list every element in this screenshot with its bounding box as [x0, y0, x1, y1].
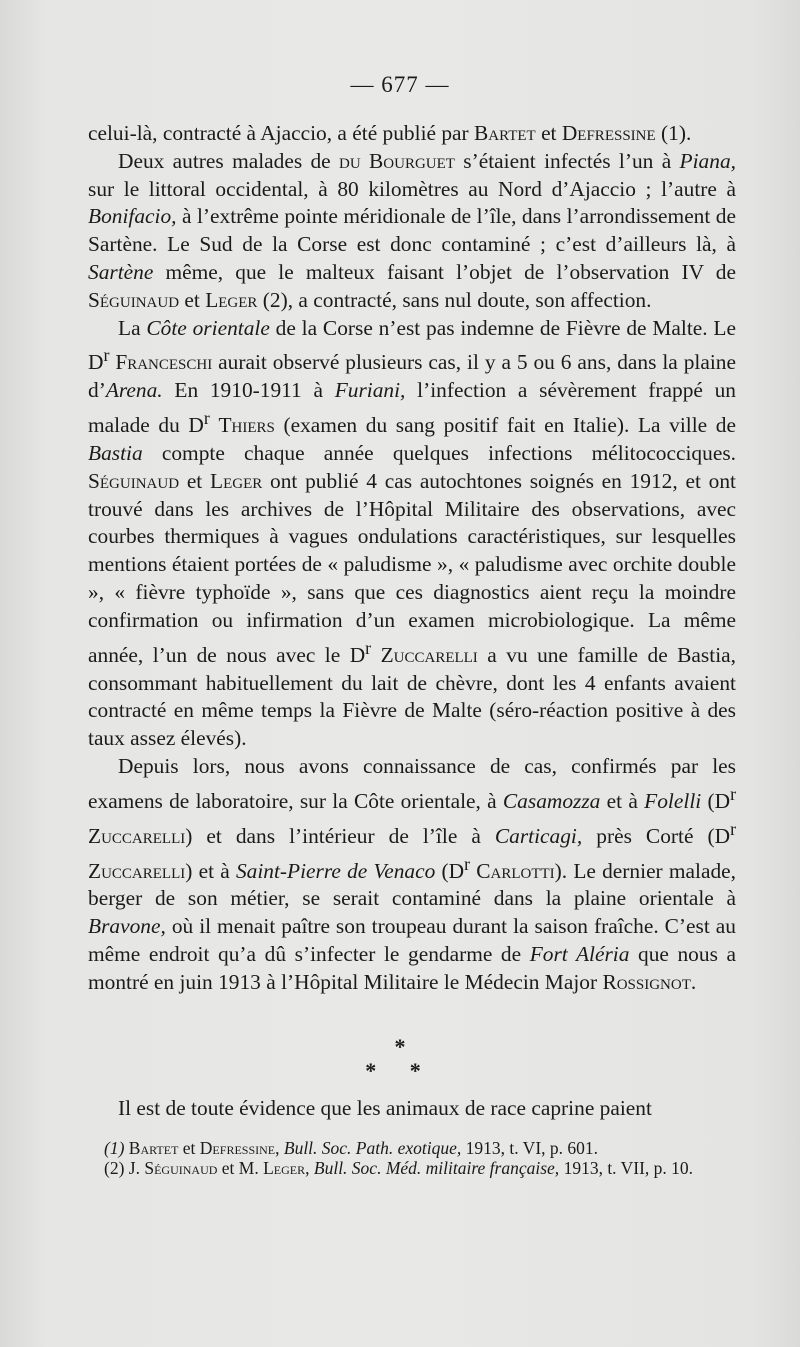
text-run: où il menait paître son troupeau durant la saison fraîche. C’est au même endroit qu’a dû s’infecter le gendarme de — [88, 914, 736, 967]
text-run: ) et à — [185, 858, 236, 883]
text-run: à l’extrême pointe méridionale de l’île, dans l’arrondissement de Sartène. Le Sud de la Corse est donc contaminé ; c’est d’ailleurs là, à — [88, 204, 736, 257]
text-run: (examen du sang positif fait en Italie). La ville de — [274, 413, 736, 438]
text-run: et — [179, 287, 206, 312]
place-name-furiani: Furiani, — [334, 378, 406, 403]
author-name-du-bourguet: du Bourguet — [339, 148, 455, 173]
footnote-reference-1: (1). — [655, 121, 692, 145]
text-run: compte chaque année quelques infections mélitococciques. — [142, 441, 736, 466]
footnote-2 — [88, 1158, 736, 1178]
doctor-superscript: r — [103, 345, 110, 366]
author-name-rossignot: Rossignot — [602, 969, 691, 994]
text-run: près Corté (D — [582, 823, 731, 848]
text-run: celui-là, contracté à Ajaccio, a été publié par — [88, 121, 475, 145]
place-name-bonifacio: Bonifacio, — [88, 204, 177, 229]
text-run: et à — [600, 788, 645, 813]
text-run: et — [179, 468, 211, 493]
author-name-bartet: Bartet — [128, 1138, 179, 1158]
text-run: ). Le dernier malade, berger de son métier, se serait contaminé dans la plaine orientale à — [88, 858, 737, 911]
text-run: et — [535, 121, 562, 145]
text-run — [371, 643, 380, 667]
place-name-arena: Arena. — [105, 378, 163, 403]
text-run: a vu une famille de Bastia, consommant habituellement du lait de chèvre, dont les 4 enfants avaient contracté en même temps la Fièvre de Malte (séro-réaction positive à des taux assez élevés). — [88, 642, 736, 751]
text-run: 1913, t. VI, p. 601. — [461, 1138, 599, 1158]
text-run: . — [690, 969, 697, 994]
author-name-seguinaud: Séguinaud — [88, 468, 180, 493]
text-run: ont publié 4 cas autochtones soignés en 1912, et ont trouvé dans les archives de l’Hôpital Militaire des observations, avec courbes thermiques à vagues ondulations caractéristiques, sur lesquelles mentions étaient portées de « paludisme », « paludisme avec orchite double », « fièvre typhoïde », sans que ces diagnostics aient reçu la moindre confirmation ou infirmation d’un examen microbiologique. La même année, l’un de nous avec le D — [88, 468, 737, 667]
footnote-mark: (2) — [104, 1158, 125, 1178]
place-name-sartene: Sartène — [88, 259, 154, 284]
author-name-defressine: Defressine, — [199, 1138, 280, 1158]
text-run: l’infection a sévèrement frappé un malade du D — [88, 378, 736, 438]
text-run: sur le littoral occidental, à 80 kilomètres au Nord d’Ajaccio ; l’autre à — [88, 176, 736, 201]
text-run: même, que le malteux faisant l’objet de l’observation IV de — [153, 259, 736, 284]
place-name-fort-aleria: Fort Aléria — [529, 942, 630, 967]
author-name-leger: Leger, — [263, 1158, 310, 1178]
doctor-superscript: r — [203, 408, 210, 429]
author-name-bartet: Bartet — [474, 121, 536, 145]
place-name-casamozza: Casamozza — [502, 788, 601, 813]
place-name-carticagi: Carticagi, — [494, 823, 583, 848]
paragraph-2 — [88, 148, 736, 315]
place-name-bravone: Bravone, — [88, 914, 166, 939]
author-name-seguinaud: Séguinaud — [144, 1158, 218, 1178]
footnotes — [88, 1138, 736, 1178]
section-separator-top-star: * — [394, 1034, 406, 1059]
text-run: (D — [701, 788, 731, 813]
text-run: et M. — [217, 1158, 264, 1178]
text-run: ) et dans l’intérieur de l’île à — [185, 823, 495, 848]
author-name-zuccarelli: Zuccarelli — [88, 823, 186, 848]
place-name-piana: Piana, — [679, 148, 736, 173]
text-run: Depuis lors, nous avons connaissance de cas, confirmés par les examens de laboratoire, sur la Côte orientale, à — [88, 753, 736, 813]
author-name-leger: Leger — [210, 468, 263, 493]
text-run: (2), a contracté, sans nul doute, son affection. — [257, 287, 652, 312]
journal-title: Bull. Soc. Méd. militaire française, — [313, 1158, 560, 1178]
place-name-bastia: Bastia — [88, 441, 143, 466]
body-text — [88, 120, 736, 997]
author-name-franceschi: Franceschi — [115, 350, 213, 375]
paragraph-4 — [88, 753, 736, 997]
author-name-zuccarelli: Zuccarelli — [380, 642, 478, 667]
text-run: aurait observé plusieurs cas, il y a 5 ou 6 ans, dans la plaine d’ — [88, 350, 736, 403]
text-run: que nous a montré en juin 1913 à l’Hôpital Militaire le Médecin Major — [88, 942, 736, 994]
text-run: et — [178, 1138, 200, 1158]
author-name-leger: Leger — [205, 287, 258, 312]
text-run: J. — [124, 1158, 145, 1178]
text-run: En 1910-1911 à — [162, 378, 335, 403]
section-separator-bottom-stars: * * — [365, 1058, 435, 1083]
doctor-superscript: r — [730, 818, 736, 839]
author-name-defressine: Defressine — [561, 121, 656, 145]
place-name-folelli: Folelli — [644, 788, 702, 813]
footnote-1 — [88, 1138, 736, 1158]
place-name-saint-pierre-de-venaco: Saint-Pierre de Venaco — [235, 858, 436, 883]
place-name-cote-orientale: Côte orientale — [146, 315, 270, 340]
doctor-superscript: r — [730, 783, 736, 804]
text-run: s’étaient infectés l’un à — [454, 148, 680, 173]
author-name-zuccarelli: Zuccarelli — [88, 858, 186, 883]
journal-title: Bull. Soc. Path. exotique, — [283, 1138, 462, 1158]
paragraph-3 — [88, 315, 736, 753]
text-run: Deux autres malades de — [118, 148, 340, 173]
doctor-superscript: r — [464, 853, 471, 874]
doctor-superscript: r — [365, 637, 372, 658]
closing-line: Il est de toute évidence que les animaux de race caprine paient — [118, 1096, 652, 1120]
text-run: (D — [435, 858, 465, 883]
page-number: — 677 — — [350, 72, 450, 97]
author-name-seguinaud: Séguinaud — [88, 287, 180, 312]
text-run: de la Corse n’est pas indemne de Fièvre de Malte. Le D — [88, 315, 736, 375]
paragraph-1 — [88, 120, 736, 148]
text-run: La — [118, 315, 147, 340]
text-run: 1913, t. VII, p. 10. — [559, 1158, 694, 1178]
author-name-thiers: Thiers — [218, 413, 275, 438]
author-name-carlotti: Carlotti — [476, 858, 555, 883]
footnote-mark: (1) — [104, 1138, 125, 1158]
